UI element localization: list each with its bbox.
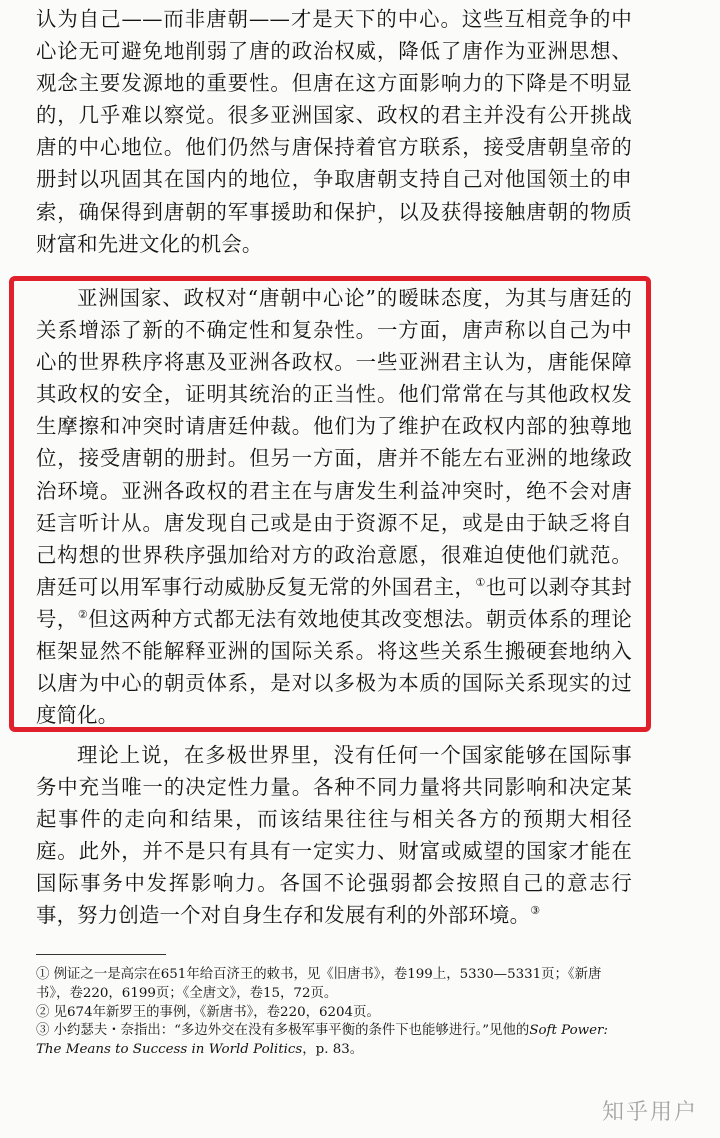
paragraph-2-highlighted <box>36 282 632 731</box>
footnote-3 <box>36 1022 632 1060</box>
paragraph-1-text: 认为自己——而非唐朝——才是天下的中心。这些互相竞争的中心论无可避免地削弱了唐的政治权威，降低了唐作为亚洲思想、观念主要发源地的重要性。但唐在这方面影响力的下降是不明显的，几乎难以察觉。很多亚洲国家、政权的君主并没有公开挑战唐的中心地位。他们仍然与唐保持着官方联系，接受唐朝皇帝的册封以巩固其在国内的地位，争取唐朝支持自己对他国领土的申索，确保得到唐朝的军事援助和保护，以及获得接触唐朝的物质财富和先进文化的机会。 <box>36 7 632 256</box>
paragraph-3-text: 理论上说，在多极世界里，没有任何一个国家能够在国际事务中充当唯一的决定性力量。各种不同力量将共同影响和决定某起事件的走向和结果，而该结果往往与相关各方的预期大相径庭。此外，并不是只有具有一定实力、财富或威望的国家才能在国际事务中发挥影响力。各国不论强弱都会按照自己的意志行事，努力创造一个对自身生存和发展有利的外部环境。 <box>36 743 632 928</box>
footnotes <box>36 966 632 1060</box>
footnote-ref-3[interactable]: ③ <box>530 904 541 918</box>
footnote-ref-2[interactable]: ② <box>77 608 89 622</box>
paragraph-2-text-part3: 但这两种方式都无法有效地使其改变想法。朝贡体系的理论框架显然不能解释亚洲的国际关系。将这些关系生搬硬套地纳入以唐为中心的朝贡体系，是对以多极为本质的国际关系现实的过度简化。 <box>36 606 633 728</box>
paragraph-1 <box>36 3 632 260</box>
footnote-3-tail: ，p. 83。 <box>302 1042 364 1058</box>
footnote-1: ① 例证之一是高宗在651年给百济王的敕书，见《旧唐书》，卷199上，5330—5331页；《新唐书》，卷220，6199页；《全唐文》，卷15，72页。 <box>36 967 602 1001</box>
footnote-3-book-title: Soft Power: The Means to Success in World Politics <box>36 1023 608 1058</box>
footnote-ref-1[interactable]: ① <box>475 576 486 590</box>
footnote-separator <box>36 954 166 955</box>
paragraph-2-text-part1: 亚洲国家、政权对“唐朝中心论”的暧昧态度，为其与唐廷的关系增添了新的不确定性和复杂性。一方面，唐声称以自己为中心的世界秩序将惠及亚洲各政权。一些亚洲君主认为，唐能保障其政权的安全，证明其统治的正当性。他们常常在与其他政权发生摩擦和冲突时请唐廷仲裁。他们为了维护在政权内部的独尊地位，接受唐朝的册封。但另一方面，唐并不能左右亚洲的地缘政治环境。亚洲各政权的君主在与唐发生利益冲突时，绝不会对唐廷言听计从。唐发现自己或是由于资源不足，或是由于缺乏将自己构想的世界秩序强加给对方的政治意愿，很难迫使他们就范。唐廷可以用军事行动威胁反复无常的外国君主， <box>36 286 632 599</box>
paragraph-3 <box>36 739 632 932</box>
footnote-2: ② 见674年新罗王的事例，《新唐书》，卷220，6204页。 <box>36 1004 380 1020</box>
zhihu-watermark: 知乎用户 <box>601 1100 698 1125</box>
paragraph-2-text-part2: 也可以剥夺其封号， <box>36 574 633 631</box>
footnote-3-text: ③ 小约瑟夫・奈指出：“多边外交在没有多极军事平衡的条件下也能够进行。”见他的 <box>36 1023 530 1039</box>
